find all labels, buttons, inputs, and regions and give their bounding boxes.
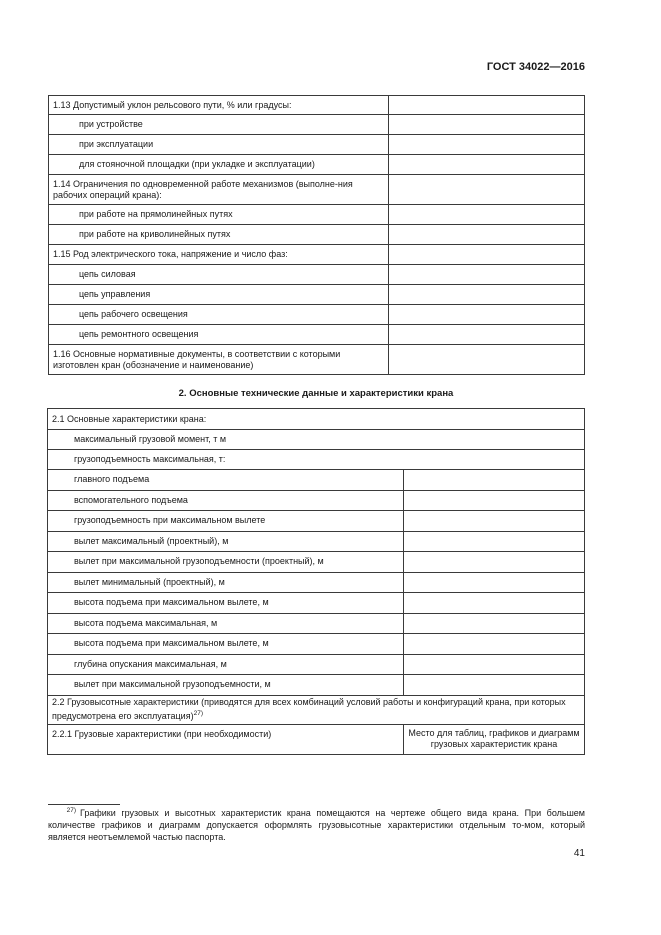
row-label: при устройстве bbox=[49, 115, 389, 135]
table-row bbox=[49, 285, 585, 305]
row-label: вылет минимальный (проектный), м bbox=[48, 572, 404, 593]
row-label: главного подъема bbox=[48, 470, 404, 491]
table-row bbox=[48, 613, 585, 634]
table-row bbox=[48, 450, 585, 470]
table-section-2 bbox=[47, 408, 585, 755]
row-label: вылет при максимальной грузоподъемности (проектный), м bbox=[48, 552, 404, 573]
row-max-moment: максимальный грузовой момент, т м bbox=[48, 430, 585, 450]
footnote-marker: 27) bbox=[66, 807, 76, 814]
row-2-1: 2.1 Основные характеристики крана: bbox=[48, 409, 585, 430]
table-row bbox=[48, 470, 585, 491]
row-value-cell bbox=[404, 490, 585, 511]
row-label: вылет максимальный (проектный), м bbox=[48, 531, 404, 552]
table-row bbox=[49, 305, 585, 325]
row-value-cell bbox=[388, 345, 584, 375]
row-value-cell bbox=[388, 225, 584, 245]
row-2-2-1: 2.2.1 Грузовые характеристики (при необходимости) bbox=[48, 724, 404, 754]
table-row bbox=[48, 531, 585, 552]
row-label: грузоподъемность при максимальном вылете bbox=[48, 511, 404, 532]
row-label: высота подъема при максимальном вылете, м bbox=[48, 634, 404, 655]
row-label: цепь рабочего освещения bbox=[49, 305, 389, 325]
table-row bbox=[49, 225, 585, 245]
table-row bbox=[48, 675, 585, 696]
table-row bbox=[48, 511, 585, 532]
row-value-cell bbox=[404, 511, 585, 532]
table-row bbox=[49, 345, 585, 375]
table-row bbox=[49, 155, 585, 175]
table-row bbox=[48, 430, 585, 450]
row-label: 1.13 Допустимый уклон рельсового пути, % или градусы: bbox=[49, 96, 389, 115]
row-value-cell bbox=[388, 96, 584, 115]
table-row bbox=[48, 724, 585, 754]
row-value-cell bbox=[388, 305, 584, 325]
row-label: вылет при максимальной грузоподъемности, м bbox=[48, 675, 404, 696]
table-row bbox=[49, 245, 585, 265]
row-value-cell bbox=[404, 552, 585, 573]
row-value-cell bbox=[388, 155, 584, 175]
section-2-title: 2. Основные технические данные и характеристики крана bbox=[178, 388, 454, 399]
row-label: цепь управления bbox=[49, 285, 389, 305]
row-value-cell bbox=[388, 245, 584, 265]
footnote-ref: 27) bbox=[193, 710, 203, 717]
table-row bbox=[49, 96, 585, 115]
row-label: при эксплуатации bbox=[49, 135, 389, 155]
row-value-cell bbox=[404, 470, 585, 491]
row-value-cell bbox=[404, 531, 585, 552]
row-value-cell bbox=[388, 135, 584, 155]
table-row bbox=[48, 634, 585, 655]
row-label: для стояночной площадки (при укладке и эксплуатации) bbox=[49, 155, 389, 175]
row-label: вспомогательного подъема bbox=[48, 490, 404, 511]
row-2-2-text: 2.2 Грузовысотные характеристики (приводятся для всех комбинаций условий работы и конфигураций крана, при которых предусмотрена его эксплуатация) bbox=[52, 697, 566, 721]
row-value-cell bbox=[388, 325, 584, 345]
table-row bbox=[49, 205, 585, 225]
row-value-cell bbox=[388, 115, 584, 135]
row-2-2 bbox=[48, 695, 585, 724]
row-value-cell bbox=[404, 613, 585, 634]
table-row bbox=[48, 695, 585, 724]
row-label: высота подъема при максимальном вылете, м bbox=[48, 593, 404, 614]
row-value-cell bbox=[388, 265, 584, 285]
table-row bbox=[48, 572, 585, 593]
table-section-1 bbox=[48, 95, 585, 375]
table-row bbox=[48, 490, 585, 511]
row-label: цепь ремонтного освещения bbox=[49, 325, 389, 345]
row-2-2-1-placeholder: Место для таблиц, графиков и диаграмм грузовых характеристик крана bbox=[404, 724, 585, 754]
row-label: при работе на криволинейных путях bbox=[49, 225, 389, 245]
row-label: 1.16 Основные нормативные документы, в соответствии с которыми изготовлен кран (обозначение и наименование) bbox=[49, 345, 389, 375]
table-row bbox=[48, 409, 585, 430]
row-label: глубина опускания максимальная, м bbox=[48, 654, 404, 675]
footnote-text: Графики грузовых и высотных характеристик крана помещаются на чертеже общего вида крана. При большем количестве графиков и диаграмм допускается оформлять грузовысотные характеристики отдельным то-мом, который является неотъемлемой частью паспорта. bbox=[48, 808, 585, 842]
row-value-cell bbox=[404, 675, 585, 696]
row-label: при работе на прямолинейных путях bbox=[49, 205, 389, 225]
table-row bbox=[49, 175, 585, 205]
table-row bbox=[48, 552, 585, 573]
row-max-capacity: грузоподъемность максимальная, т: bbox=[48, 450, 585, 470]
table-row bbox=[49, 265, 585, 285]
footnote bbox=[48, 805, 585, 843]
table-row bbox=[49, 135, 585, 155]
row-value-cell bbox=[388, 205, 584, 225]
page-number: 41 bbox=[573, 848, 585, 859]
row-value-cell bbox=[404, 593, 585, 614]
document-header: ГОСТ 34022—2016 bbox=[486, 61, 585, 73]
table-row bbox=[48, 654, 585, 675]
row-value-cell bbox=[388, 175, 584, 205]
table-row bbox=[48, 593, 585, 614]
row-value-cell bbox=[404, 572, 585, 593]
table-row bbox=[49, 115, 585, 135]
row-label: цепь силовая bbox=[49, 265, 389, 285]
row-label: 1.15 Род электрического тока, напряжение и число фаз: bbox=[49, 245, 389, 265]
row-value-cell bbox=[404, 654, 585, 675]
table-row bbox=[49, 325, 585, 345]
row-value-cell bbox=[388, 285, 584, 305]
row-label: 1.14 Ограничения по одновременной работе механизмов (выполне-ния рабочих операций крана): bbox=[49, 175, 389, 205]
row-value-cell bbox=[404, 634, 585, 655]
row-label: высота подъема максимальная, м bbox=[48, 613, 404, 634]
